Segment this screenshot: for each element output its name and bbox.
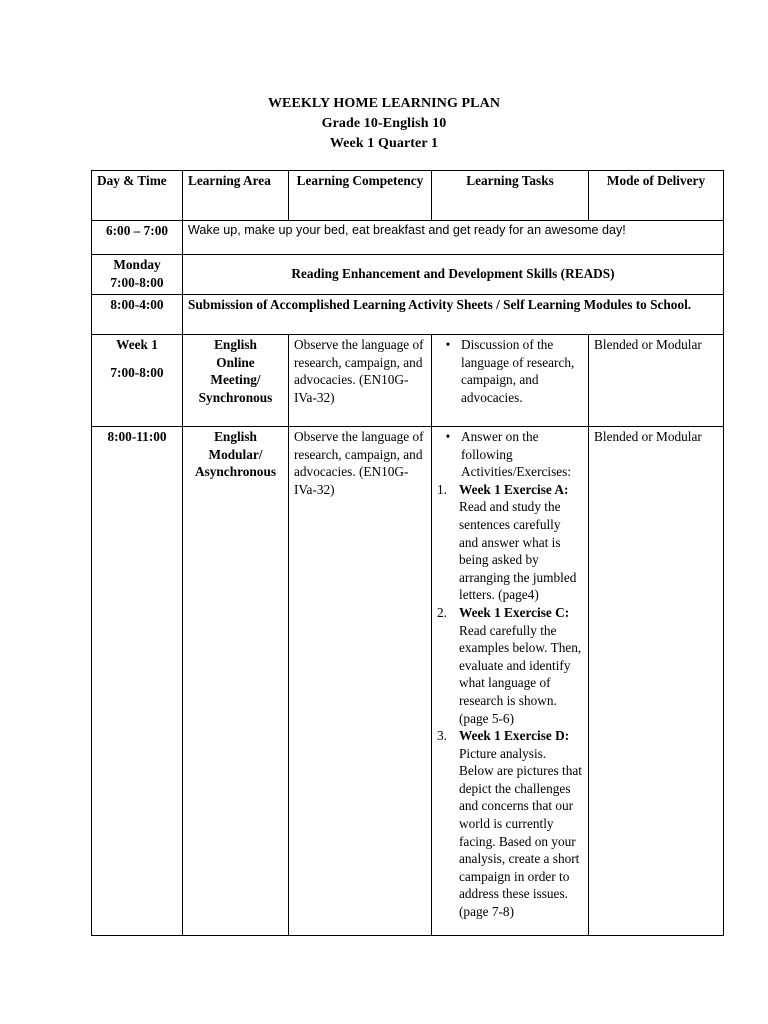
- task-text: Answer on the following Activities/Exercises:: [461, 429, 572, 480]
- week-label: Week 1: [116, 337, 158, 352]
- column-header: Day & Time: [92, 171, 183, 221]
- day-label: Monday: [113, 257, 161, 272]
- exercise-text: Picture analysis. Below are pictures that depict the challenges and concerns that our world is currently facing. Based on your analysis, create a short campaign in order to address these issues. (page 7-8): [459, 745, 582, 920]
- table-row: [92, 335, 724, 427]
- bullet-icon: •: [445, 429, 451, 444]
- exercise-title: Week 1 Exercise A:: [459, 481, 569, 497]
- table-header-row: [92, 171, 724, 221]
- plan-title: WEEKLY HOME LEARNING PLAN: [267, 96, 501, 111]
- learning-area-text: Meeting/: [210, 372, 261, 388]
- time-cell: 8:00-11:00: [92, 427, 183, 936]
- time-label: 7:00-8:00: [110, 364, 164, 380]
- learning-area-text: English: [214, 337, 257, 352]
- learning-area-text: Asynchronous: [194, 464, 277, 480]
- task-item: [437, 336, 583, 406]
- plan-period: Week 1 Quarter 1: [329, 136, 439, 151]
- column-header: Mode of Delivery: [589, 171, 724, 221]
- time-cell: 8:00-4:00: [92, 295, 183, 335]
- exercise-number: 2.: [437, 604, 447, 620]
- activity-cell: Submission of Accomplished Learning Activity Sheets / Self Learning Modules to School.: [183, 295, 724, 335]
- exercise-number: 3.: [437, 728, 447, 744]
- time-label: 7:00-8:00: [110, 274, 164, 290]
- task-item: [437, 428, 583, 481]
- column-header: Learning Area: [183, 171, 289, 221]
- column-header: Learning Competency: [289, 171, 432, 221]
- exercise-text: Read and study the sentences carefully and answer what is being asked by arranging the jumbled letters. (page4): [459, 499, 577, 603]
- exercise-list: [437, 481, 583, 921]
- exercise-title: Week 1 Exercise D:: [459, 728, 570, 744]
- competency-cell: Observe the language of research, campaign, and advocacies. (EN10G-IVa-32): [289, 335, 432, 427]
- time-cell: [92, 335, 183, 427]
- mode-cell: Blended or Modular: [589, 427, 724, 936]
- column-header: Learning Tasks: [432, 171, 589, 221]
- exercise-title: Week 1 Exercise C:: [459, 604, 570, 620]
- plan-header: [0, 94, 768, 154]
- mode-cell: Blended or Modular: [589, 335, 724, 427]
- learning-area-cell: [183, 335, 289, 427]
- table-row: [92, 427, 724, 936]
- exercise-item: [437, 604, 583, 727]
- bullet-icon: •: [445, 337, 451, 352]
- table-row: [92, 221, 724, 255]
- tasks-cell: [432, 335, 589, 427]
- learning-area-text: Synchronous: [198, 389, 273, 405]
- table-row: [92, 295, 724, 335]
- learning-area-cell: [183, 427, 289, 936]
- exercise-item: [437, 481, 583, 604]
- tasks-cell: [432, 427, 589, 936]
- time-cell: [92, 255, 183, 295]
- plan-subtitle: Grade 10-English 10: [321, 116, 447, 131]
- table-row: [92, 255, 724, 295]
- task-text: Discussion of the language of research, campaign, and advocacies.: [461, 337, 575, 405]
- exercise-text: Read carefully the examples below. Then, evaluate and identify what language of research is shown. (page 5-6): [459, 622, 582, 726]
- activity-cell: Reading Enhancement and Development Skills (READS): [183, 255, 724, 295]
- exercise-item: [437, 727, 583, 921]
- learning-plan-table: [91, 170, 724, 936]
- exercise-number: 1.: [437, 481, 447, 497]
- learning-area-text: Online: [216, 354, 255, 370]
- time-cell: 6:00 – 7:00: [92, 221, 183, 255]
- learning-area-text: Modular/: [208, 446, 263, 462]
- learning-area-text: English: [214, 429, 257, 444]
- activity-cell: Wake up, make up your bed, eat breakfast and get ready for an awesome day!: [183, 221, 724, 255]
- competency-cell: Observe the language of research, campaign, and advocacies. (EN10G-IVa-32): [289, 427, 432, 936]
